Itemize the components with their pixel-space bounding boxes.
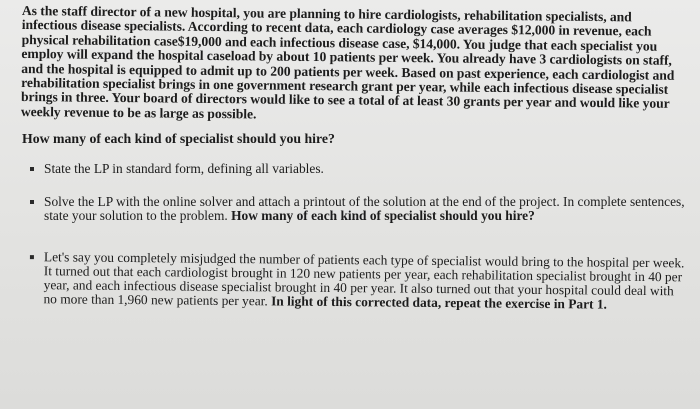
main-question: How many of each kind of specialist should you hire? — [22, 131, 335, 147]
task-bold-3: In light of this corrected data, repeat the exercise in Part 1. — [271, 293, 607, 312]
task-list — [22, 161, 686, 312]
bullet-icon — [30, 255, 34, 259]
task-bold-2: How many of each kind of specialist should you hire? — [231, 208, 535, 224]
task-item-2 — [22, 195, 686, 223]
bullet-icon — [30, 167, 34, 171]
task-text-2: Solve the LP with the online solver and attach a printout of the solution at the end of the project. In complete sentences, state your solution to the problem. — [44, 194, 685, 224]
task-text-3: Let's say you completely misjudged the number of patients each type of specialist would bring to the hospital per week. It turned out that each cardiologist brought in 120 new patients per year, each rehabilitation specialist brought in 40 per year, and each infectious disease specialist brought in 40 per year. It also turned out that your hospital could deal with no more than 1,960 new patients per year. — [43, 249, 685, 309]
task-text-1: State the LP in standard form, defining all variables. — [44, 161, 324, 177]
task-item-1 — [22, 162, 686, 176]
bullet-icon — [30, 200, 34, 204]
task-item-3 — [21, 250, 686, 312]
problem-statement: As the staff director of a new hospital, you are planning to hire cardiologists, rehabilitation specialists, and infectious disease specialists. According to recent data, each cardiology case averages $12,000 in revenue, each physical rehabilitation case$19,000 and each infectious disease case, $14,000. You judge that each specialist you employ will expand the hospital caseload by about 10 patients per week. You already have 3 cardiologists on staff, and the hospital is equipped to admit up to 200 patients per week. Based on past experience, each cardiologist and rehabilitation specialist brings in one government research grant per year, while each infectious disease specialist brings in three. Your board of directors would like to see a total of at least 30 grants per year and would like your weekly revenue to be as large as possible. — [20, 3, 675, 122]
